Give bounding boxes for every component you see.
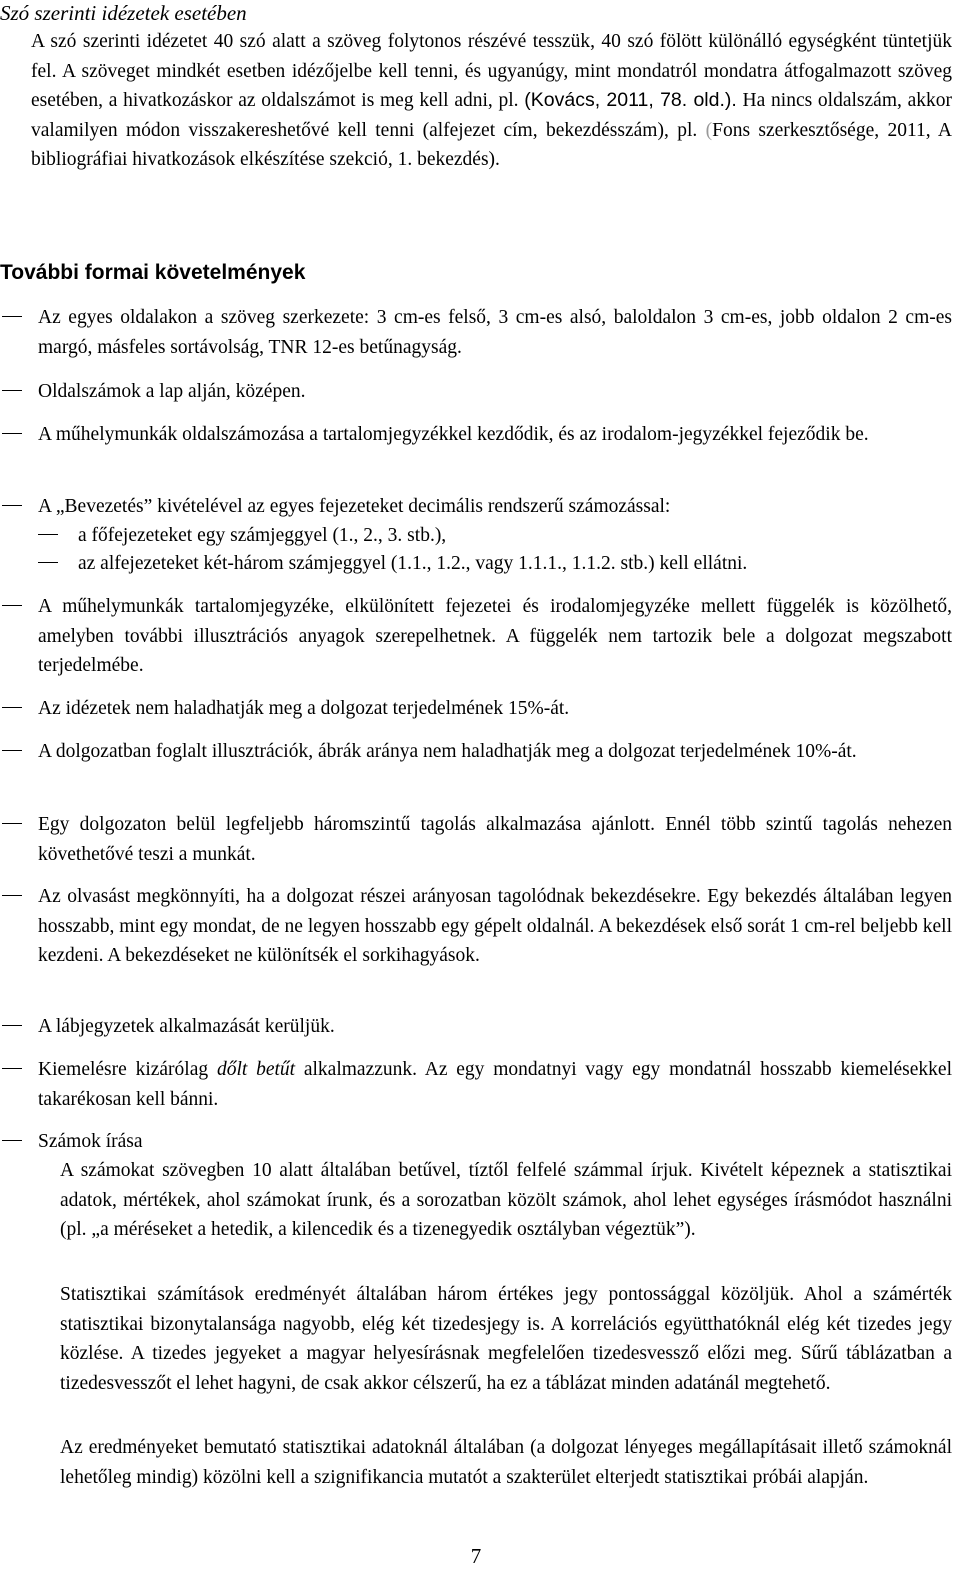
numbers-paragraph: A számokat szövegben 10 alatt általában betűvel, tíztől felfelé számmal írjuk. Kivételt képeznek a statisztikai adatok, mértékek, ahol számokat írunk, és a sorozatban közölt számok, ahol lehet egységes írásmódot használni (pl. „a méréseket a hetedik, a kilencedik és a tizenegyedik osztályban végeztük”). <box>60 1160 952 1240</box>
list-item <box>0 1055 952 1114</box>
list-item-text: A műhelymunkák tartalomjegyzéke, elkülönített fejezetei és irodalomjegyzéke mellett függelék is közölhető, amelyben további illusztrációs anyagok szerepelhetnek. A függelék nem tartozik bele a dolgozat megszabott terjedelmébe. <box>38 596 952 676</box>
emphasis-text-before: Kiemelésre kizárólag <box>38 1059 217 1080</box>
dash-bullet <box>2 505 22 506</box>
dash-bullet <box>2 316 22 317</box>
list-item <box>0 810 952 869</box>
dash-bullet <box>2 1025 22 1026</box>
dash-bullet <box>2 750 22 751</box>
list-item <box>0 882 952 971</box>
citation-mark: ( <box>705 119 713 141</box>
list-item <box>0 737 952 767</box>
requirements-heading: További formai követelmények <box>0 261 306 284</box>
list-item <box>0 1012 952 1042</box>
citation-example: (Kovács, 2011, 78. old.). <box>524 89 737 111</box>
list-item <box>0 420 952 450</box>
list-item-text: Oldalszámok a lap alján, középen. <box>38 381 306 402</box>
emphasis-text-after: alkalmazzunk. Az egy mondatnyi vagy egy mondatnál hosszabb kiemelésekkel takarékosan kell bánni. <box>38 1059 952 1110</box>
list-item-text: Az egyes oldalakon a szöveg szerkezete: 3 cm-es felső, 3 cm-es alsó, baloldalon 3 cm-es, jobb oldalon 2 cm-es margó, másfeles sortávolság, TNR 12-es betűnagyság. <box>38 307 952 358</box>
dash-bullet <box>2 707 22 708</box>
dash-bullet <box>2 895 22 896</box>
page-number: 7 <box>470 1544 482 1568</box>
emphasis-italic: dőlt betűt <box>216 1059 296 1080</box>
list-item-text: A lábjegyzetek alkalmazását kerüljük. <box>38 1016 335 1037</box>
section-title: Szó szerinti idézetek esetében <box>0 1 247 25</box>
dash-bullet <box>2 823 22 824</box>
list-item-text: Az idézetek nem haladhatják meg a dolgozat terjedelmének 15%-át. <box>38 698 570 719</box>
dash-bullet <box>38 562 58 563</box>
list-item-text <box>38 1055 952 1114</box>
sub-list-item <box>38 549 952 579</box>
dash-bullet <box>2 433 22 434</box>
numbers-paragraph: Statisztikai számítások eredményét általában három értékes jegy pontossággal közöljük. Ahol a számérték statisztikai bizonytalansága nagyobb, elég két tizedesjegy is. A korrelációs együtthatóknál elég két tizedes jegy közlése. A tizedes jegyeket a magyar helyesírásnak megfelelően tizedesvessző előzi meg. Sűrű táblázatban a tizedesvesszőt el lehet hagyni, de csak akkor célszerű, ha ez a táblázat minden adatánál megtehető. <box>60 1284 952 1394</box>
dash-bullet <box>38 534 58 535</box>
list-item <box>0 377 952 407</box>
numbers-label: Számok írása <box>38 1131 143 1152</box>
list-item <box>0 492 952 522</box>
sub-list-item-text: az alfejezeteket két-három számjeggyel (1.1., 1.2., vagy 1.1.1., 1.1.2. stb.) kell ellátni. <box>78 553 748 574</box>
sub-list-item <box>38 521 952 551</box>
dash-bullet <box>2 1068 22 1069</box>
list-item-text: A műhelymunkák oldalszámozása a tartalomjegyzékkel kezdődik, és az irodalom-jegyzékkel fejeződik be. <box>38 424 869 445</box>
quotation-text-1: A szó szerinti idézetet 40 szó alatt a szöveg folytonos részévé tesszük, 40 szó fölött különálló egységként tüntetjük fel. A szöveget mindkét esetben idézőjelbe kell tenni, és ugyanúgy, mint mondatról mondatra átfogalmazott szöveg esetében, a hivatkozáskor az oldalszámot is meg kell adni, pl. <box>31 31 952 111</box>
list-item-text: Egy dolgozaton belül legfeljebb háromszintű tagolás alkalmazása ajánlott. Ennél több szintű tagolás nehezen követhetővé teszi a munkát. <box>38 814 952 865</box>
sub-list-item-text: a főfejezeteket egy számjeggyel (1., 2., 3. stb.), <box>78 525 447 546</box>
list-item <box>0 694 952 724</box>
list-item-text: A dolgozatban foglalt illusztrációk, ábrák aránya nem haladhatják meg a dolgozat terjedelmének 10%-át. <box>38 741 857 762</box>
dash-bullet <box>2 1140 22 1141</box>
dash-bullet <box>2 605 22 606</box>
quotation-text-3: Fons szerkesztősége, 2011, A bibliográfiai hivatkozások elkészítése szekció, 1. bekezdés). <box>31 119 952 170</box>
list-item-text: Az olvasást megkönnyíti, ha a dolgozat részei arányosan tagolódnak bekezdésekre. Egy bekezdés általában legyen hosszabb, mint egy mondat, de ne legyen hosszabb egy gépelt oldalnál. A bekezdések első sorát 1 cm-rel beljebb kell kezdeni. A bekezdéseket ne különítsék el sorkihagyások. <box>38 886 952 966</box>
list-item <box>0 592 952 681</box>
quotation-paragraph <box>31 27 952 175</box>
list-item <box>0 303 952 362</box>
numbers-paragraph: Az eredményeket bemutató statisztikai adatoknál általában (a dolgozat lényeges megállapításait illető számoknál lehetőleg mindig) közölni kell a szignifikancia mutatót a szakterület elterjedt statisztikai próbái alapján. <box>60 1437 952 1488</box>
list-item-text: A „Bevezetés” kivételével az egyes fejezeteket decimális rendszerű számozással: <box>38 496 671 517</box>
list-item <box>0 1127 952 1157</box>
dash-bullet <box>2 390 22 391</box>
quotation-text-2: Ha nincs oldalszám, akkor valamilyen módon visszakereshetővé kell tenni (alfejezet cím, bekezdésszám), pl. <box>31 90 953 141</box>
